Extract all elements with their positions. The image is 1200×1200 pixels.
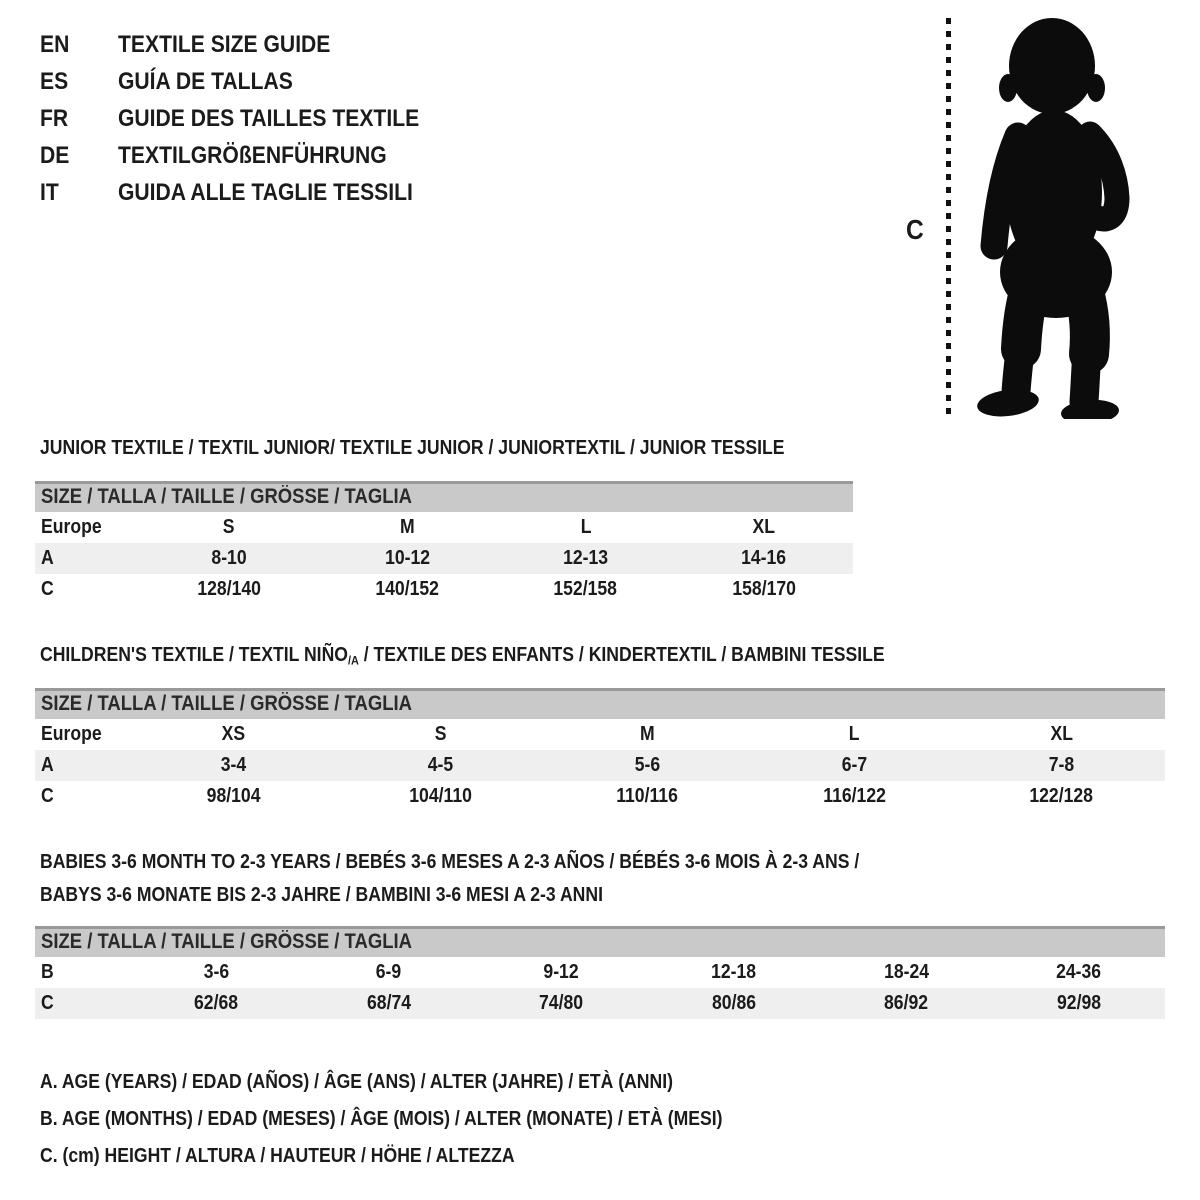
- language-row-it: [40, 174, 460, 211]
- row-label: B: [41, 961, 54, 983]
- size-cell: S: [223, 516, 235, 538]
- age-cell: 8-10: [211, 547, 247, 569]
- height-cell: 140/152: [375, 578, 440, 600]
- height-cell: 68/74: [366, 992, 411, 1014]
- row-label: Europe: [41, 723, 102, 745]
- age-cell: 12-13: [563, 547, 609, 569]
- age-cell: 3-6: [203, 961, 229, 983]
- babies-section-title-line1: BABIES 3-6 MONTH TO 2-3 YEARS / BEBÉS 3-6 MESES A 2-3 AÑOS / BÉBÉS 3-6 MOIS À 2-3 ANS /: [40, 851, 860, 873]
- measurement-legend: [40, 1064, 816, 1175]
- height-cell: 86/92: [884, 992, 929, 1014]
- height-cell: 62/68: [194, 992, 239, 1014]
- size-cell: XL: [752, 516, 776, 538]
- row-label: Europe: [41, 516, 102, 538]
- table-row: [35, 719, 1165, 750]
- size-header-bar: SIZE / TALLA / TAILLE / GRÖSSE / TAGLIA: [35, 926, 1165, 957]
- language-code: ES: [40, 67, 69, 95]
- guide-title-de: TEXTILGRÖßENFÜHRUNG: [118, 141, 387, 169]
- language-code: EN: [40, 30, 70, 58]
- language-code: IT: [40, 178, 59, 206]
- age-cell: 10-12: [384, 547, 430, 569]
- height-measure-dashed-line: [946, 18, 951, 416]
- language-title-list: [40, 26, 460, 211]
- row-label: A: [41, 754, 54, 776]
- size-cell: M: [640, 723, 655, 745]
- legend-age-years: A. AGE (YEARS) / EDAD (AÑOS) / ÂGE (ANS) / ALTER (JAHRE) / ETÀ (ANNI): [40, 1071, 673, 1093]
- row-label: C: [41, 785, 54, 807]
- language-code: DE: [40, 141, 70, 169]
- junior-section-title: JUNIOR TEXTILE / TEXTIL JUNIOR/ TEXTILE JUNIOR / JUNIORTEXTIL / JUNIOR TESSILE: [40, 437, 785, 459]
- children-size-table: [35, 688, 1165, 812]
- size-cell: XS: [221, 723, 246, 745]
- age-cell: 5-6: [634, 754, 661, 776]
- table-row: [35, 543, 853, 574]
- size-cell: L: [849, 723, 860, 745]
- height-measure-label: C: [906, 214, 924, 245]
- height-cell: 80/86: [711, 992, 756, 1014]
- guide-title-en: TEXTILE SIZE GUIDE: [118, 30, 331, 58]
- age-cell: 12-18: [711, 961, 757, 983]
- height-cell: 116/122: [823, 785, 886, 807]
- age-cell: 24-36: [1056, 961, 1102, 983]
- babies-size-table: [35, 926, 1165, 1019]
- row-label: C: [41, 578, 54, 600]
- language-row-es: [40, 63, 460, 100]
- children-section-title: CHILDREN'S TEXTILE / TEXTIL NIÑO/A / TEXTILE DES ENFANTS / KINDERTEXTIL / BAMBINI TESSILE: [40, 644, 885, 668]
- language-code: FR: [40, 104, 69, 132]
- language-row-fr: [40, 100, 460, 137]
- table-row: [35, 957, 1165, 988]
- age-cell: 18-24: [883, 961, 929, 983]
- legend-height-cm: C. (cm) HEIGHT / ALTURA / HAUTEUR / HÖHE / ALTEZZA: [40, 1145, 515, 1167]
- baby-silhouette-icon: [972, 14, 1137, 419]
- size-cell: M: [400, 516, 415, 538]
- guide-title-it: GUIDA ALLE TAGLIE TESSILI: [118, 178, 413, 206]
- height-cell: 110/116: [616, 785, 679, 807]
- babies-section-title-line2: BABYS 3-6 MONATE BIS 2-3 JAHRE / BAMBINI 3-6 MESI A 2-3 ANNI: [40, 884, 603, 906]
- junior-size-table: [35, 481, 853, 605]
- table-row: [35, 988, 1165, 1019]
- height-cell: 158/170: [732, 578, 796, 600]
- height-cell: 152/158: [553, 578, 618, 600]
- size-header-bar: SIZE / TALLA / TAILLE / GRÖSSE / TAGLIA: [35, 688, 1165, 719]
- age-cell: 6-7: [841, 754, 868, 776]
- age-cell: 14-16: [741, 547, 787, 569]
- size-cell: L: [580, 516, 592, 538]
- nino-a-subscript: /A: [347, 653, 359, 668]
- size-cell: S: [434, 723, 447, 745]
- row-label: C: [41, 992, 54, 1014]
- age-cell: 6-9: [376, 961, 402, 983]
- height-cell: 98/104: [206, 785, 261, 807]
- table-row: [35, 750, 1165, 781]
- table-row: [35, 512, 853, 543]
- table-row: [35, 781, 1165, 812]
- age-cell: 9-12: [543, 961, 579, 983]
- row-label: A: [41, 547, 54, 569]
- height-cell: 122/128: [1029, 785, 1094, 807]
- height-cell: 92/98: [1056, 992, 1101, 1014]
- age-cell: 7-8: [1048, 754, 1075, 776]
- guide-title-fr: GUIDE DES TAILLES TEXTILE: [118, 104, 420, 132]
- table-row: [35, 574, 853, 605]
- legend-age-months: B. AGE (MONTHS) / EDAD (MESES) / ÂGE (MOIS) / ALTER (MONATE) / ETÀ (MESI): [40, 1108, 723, 1130]
- height-cell: 128/140: [197, 578, 261, 600]
- size-cell: XL: [1050, 723, 1073, 745]
- height-cell: 74/80: [539, 992, 584, 1014]
- language-row-en: [40, 26, 460, 63]
- size-header-bar: SIZE / TALLA / TAILLE / GRÖSSE / TAGLIA: [35, 481, 853, 512]
- height-cell: 104/110: [409, 785, 472, 807]
- guide-title-es: GUÍA DE TALLAS: [118, 67, 293, 95]
- age-cell: 3-4: [220, 754, 247, 776]
- language-row-de: [40, 137, 460, 174]
- age-cell: 4-5: [427, 754, 454, 776]
